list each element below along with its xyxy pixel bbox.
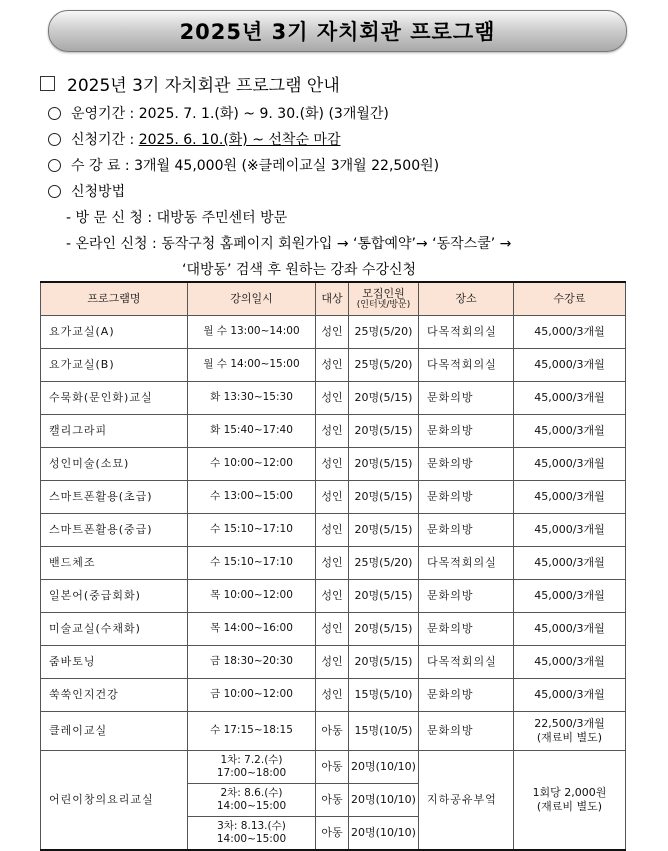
program-capacity: 20명(5/15) [349, 415, 419, 448]
circle-bullet-icon [48, 107, 61, 120]
program-fee: 45,000/3개월 [514, 547, 626, 580]
square-bullet-icon [40, 76, 55, 91]
program-name: 요가교실(B) [41, 349, 188, 382]
program-place: 문화의방 [419, 448, 514, 481]
program-name: 클레이교실 [41, 712, 188, 751]
program-fee: 45,000/3개월 [514, 316, 626, 349]
table-row [41, 580, 626, 613]
method-online-cont: ‘대방동’ 검색 후 원하는 강좌 수강신청 [182, 262, 417, 278]
program-capacity: 20명(5/15) [349, 613, 419, 646]
program-schedule: 금 18:30~20:30 [188, 646, 316, 679]
program-target: 성인 [316, 613, 349, 646]
program-target: 성인 [316, 415, 349, 448]
program-name: 스마트폰활용(초급) [41, 481, 188, 514]
table-row [41, 316, 626, 349]
program-schedule: 화 15:40~17:40 [188, 415, 316, 448]
program-fee: 45,000/3개월 [514, 481, 626, 514]
program-capacity: 20명(5/15) [349, 580, 419, 613]
program-place: 문화의방 [419, 712, 514, 751]
table-row [41, 481, 626, 514]
program-schedule: 수 15:10~17:10 [188, 547, 316, 580]
kids-session-target: 아동 [316, 817, 349, 851]
header-fee: 수강료 [514, 282, 626, 316]
info-apply [48, 129, 340, 149]
program-schedule: 수 10:00~12:00 [188, 448, 316, 481]
program-capacity: 20명(5/15) [349, 514, 419, 547]
program-capacity: 25명(5/20) [349, 316, 419, 349]
program-place: 다목적회의실 [419, 646, 514, 679]
kids-session-target: 아동 [316, 784, 349, 817]
program-schedule: 화 13:30~15:30 [188, 382, 316, 415]
program-place: 문화의방 [419, 481, 514, 514]
program-place: 문화의방 [419, 382, 514, 415]
title-banner [48, 10, 627, 52]
kids-fee-note: (재료비 별도) [536, 800, 603, 813]
program-place: 문화의방 [419, 679, 514, 712]
kids-session-capacity: 20명(10/10) [349, 784, 419, 817]
clay-fee: 22,500/3개월 [534, 717, 605, 731]
program-fee: 45,000/3개월 [514, 679, 626, 712]
program-target: 성인 [316, 580, 349, 613]
table-row [41, 349, 626, 382]
table-row [41, 547, 626, 580]
kids-fee-value: 1회당 2,000원 [532, 786, 607, 800]
program-fee: 45,000/3개월 [514, 349, 626, 382]
program-place: 문화의방 [419, 613, 514, 646]
page-title: 2025년 3기 자치회관 프로그램 [179, 20, 496, 44]
program-schedule: 월 수 13:00~14:00 [188, 316, 316, 349]
method-label: 신청방법 [71, 184, 126, 200]
header-place: 장소 [419, 282, 514, 316]
program-target: 성인 [316, 679, 349, 712]
table-header-row [41, 282, 626, 316]
program-capacity: 25명(5/20) [349, 349, 419, 382]
kids-session-schedule: 3차: 8.13.(수) 14:00~15:00 [188, 817, 316, 851]
period-value: 2025. 7. 1.(화) ~ 9. 30.(화) (3개월간) [138, 106, 389, 122]
program-place: 다목적회의실 [419, 547, 514, 580]
table-row [41, 679, 626, 712]
apply-label: 신청기간 : [71, 132, 135, 148]
section-heading-text: 2025년 3기 자치회관 프로그램 안내 [67, 76, 340, 96]
program-schedule: 수 17:15~18:15 [188, 712, 316, 751]
kids-program-name: 어린이창의요리교실 [41, 751, 188, 851]
fee-value: 3개월 45,000원 (※클레이교실 3개월 22,500원) [134, 158, 440, 174]
kids-session-capacity: 20명(10/10) [349, 817, 419, 851]
method-online: - 온라인 신청 : 동작구청 홈페이지 회원가입 → ‘통합예약’→ ‘동작스쿨’ → [66, 236, 512, 252]
program-schedule: 수 15:10~17:10 [188, 514, 316, 547]
program-table [40, 281, 626, 851]
program-schedule: 월 수 14:00~15:00 [188, 349, 316, 382]
program-target: 성인 [316, 514, 349, 547]
program-fee: 45,000/3개월 [514, 514, 626, 547]
program-capacity: 15명(10/5) [349, 712, 419, 751]
program-place: 문화의방 [419, 415, 514, 448]
table-row [41, 646, 626, 679]
program-capacity: 15명(5/10) [349, 679, 419, 712]
table-row [41, 448, 626, 481]
program-fee: 45,000/3개월 [514, 646, 626, 679]
circle-bullet-icon [48, 133, 61, 146]
info-method [48, 181, 125, 201]
program-target: 성인 [316, 316, 349, 349]
program-target: 성인 [316, 349, 349, 382]
kids-session-schedule: 1차: 7.2.(수) 17:00~18:00 [188, 751, 316, 784]
program-fee: 45,000/3개월 [514, 415, 626, 448]
program-place: 다목적회의실 [419, 316, 514, 349]
table-row [41, 613, 626, 646]
section-heading [40, 71, 340, 96]
header-capacity [349, 282, 419, 316]
program-name: 미술교실(수채화) [41, 613, 188, 646]
table-row [41, 415, 626, 448]
program-name: 스마트폰활용(중급) [41, 514, 188, 547]
info-period [48, 103, 389, 123]
circle-bullet-icon [48, 185, 61, 198]
program-schedule: 목 14:00~16:00 [188, 613, 316, 646]
program-name: 캘리그라피 [41, 415, 188, 448]
kids-place: 지하공유부엌 [419, 751, 514, 851]
program-capacity: 20명(5/15) [349, 448, 419, 481]
clay-fee-note: (재료비 별도) [536, 731, 603, 744]
program-capacity: 25명(5/20) [349, 547, 419, 580]
program-capacity: 20명(5/15) [349, 481, 419, 514]
program-target: 성인 [316, 547, 349, 580]
program-schedule: 금 10:00~12:00 [188, 679, 316, 712]
fee-label: 수 강 료 : [71, 158, 130, 174]
program-name: 밴드체조 [41, 547, 188, 580]
header-capacity-main: 모집인원 [362, 286, 405, 300]
program-place: 다목적회의실 [419, 349, 514, 382]
program-schedule: 목 10:00~12:00 [188, 580, 316, 613]
circle-bullet-icon [48, 159, 61, 172]
program-name: 성인미술(소묘) [41, 448, 188, 481]
program-target: 성인 [316, 382, 349, 415]
program-fee: 45,000/3개월 [514, 580, 626, 613]
method-visit: - 방 문 신 청 : 대방동 주민센터 방문 [66, 210, 288, 226]
program-name: 요가교실(A) [41, 316, 188, 349]
kids-session-capacity: 20명(10/10) [349, 751, 419, 784]
header-target: 대상 [316, 282, 349, 316]
program-name: 쑥쑥인지건강 [41, 679, 188, 712]
period-label: 운영기간 : [71, 106, 135, 122]
program-target: 성인 [316, 448, 349, 481]
table-row [41, 712, 626, 751]
program-fee: 45,000/3개월 [514, 448, 626, 481]
program-target: 아동 [316, 712, 349, 751]
program-name: 수묵화(문인화)교실 [41, 382, 188, 415]
kids-session-schedule: 2차: 8.6.(수) 14:00~15:00 [188, 784, 316, 817]
header-program: 프로그램명 [41, 282, 188, 316]
program-capacity: 20명(5/15) [349, 382, 419, 415]
kids-session-target: 아동 [316, 751, 349, 784]
program-name: 일본어(중급회화) [41, 580, 188, 613]
program-place: 문화의방 [419, 514, 514, 547]
table-row [41, 382, 626, 415]
program-name: 줌바토닝 [41, 646, 188, 679]
program-fee [514, 712, 626, 751]
apply-value: 2025. 6. 10.(화) ~ 선착순 마감 [138, 132, 341, 148]
header-schedule: 강의일시 [188, 282, 316, 316]
table-row [41, 514, 626, 547]
program-capacity: 20명(5/15) [349, 646, 419, 679]
program-target: 성인 [316, 481, 349, 514]
info-fee [48, 155, 439, 175]
program-target: 성인 [316, 646, 349, 679]
program-fee: 45,000/3개월 [514, 382, 626, 415]
kids-fee [514, 751, 626, 851]
program-place: 문화의방 [419, 580, 514, 613]
program-schedule: 수 13:00~15:00 [188, 481, 316, 514]
table-row [41, 751, 626, 784]
header-capacity-sub: (인터넷/방문) [356, 300, 411, 311]
program-fee: 45,000/3개월 [514, 613, 626, 646]
